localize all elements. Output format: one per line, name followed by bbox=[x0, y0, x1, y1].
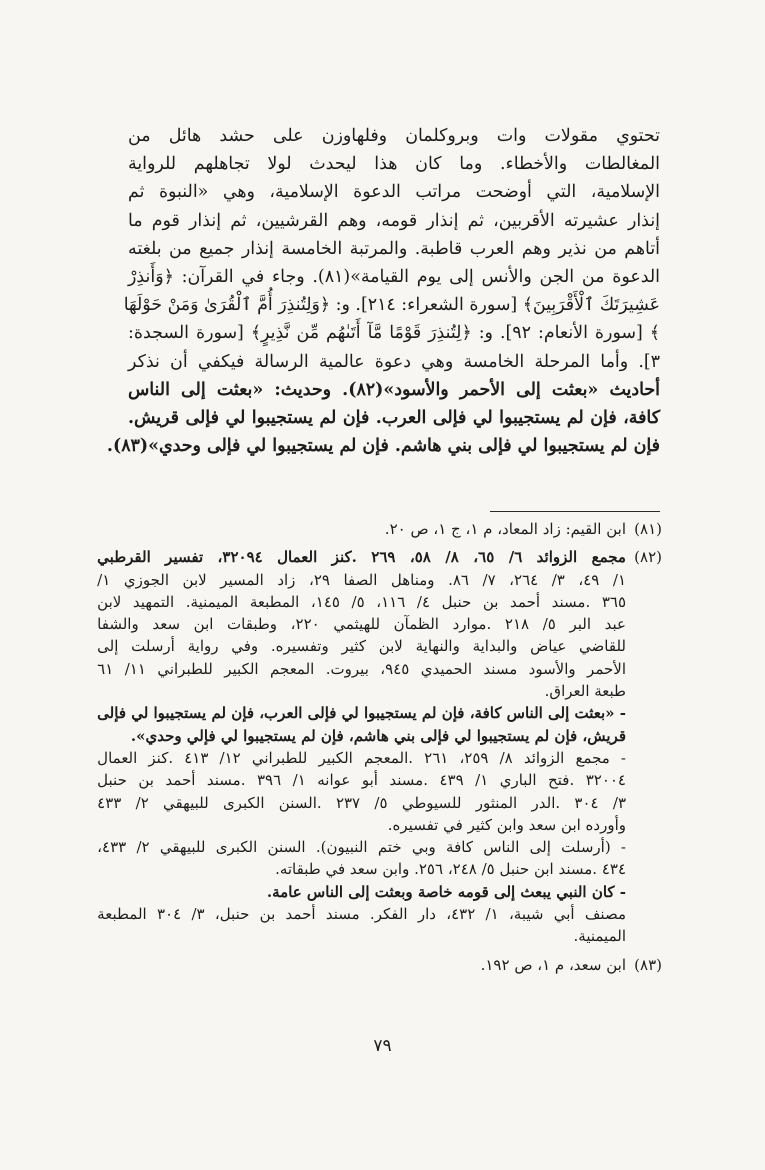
footnote-line: - مجمع الزوائد ٨/ ٢٥٩، ٢٦١ .المعجم الكبير للطبراني ١٢/ ٤١٣ .كنز العمال bbox=[97, 748, 627, 767]
body-line: أحاديث «بعثت إلى الأحمر والأسود»(٨٢). وحديث: «بعثت إلى الناس bbox=[128, 379, 660, 400]
body-line: أتاهم من نذير وهم العرب قاطبة. والمرتبة الخامسة إنذار جميع من بلغته bbox=[128, 238, 660, 259]
footnote-divider bbox=[490, 511, 660, 512]
body-line: تحتوي مقولات وات وبروكلمان وفلهاوزن على حشد هائل من bbox=[128, 126, 660, 146]
footnote-line: - (أرسلت إلى الناس كافة وبي ختم النبيون). السنن الكبرى للبيهقي ٢/ ٤٣٣، bbox=[97, 838, 626, 857]
body-line: فإن لم يستجيبوا لي فإلى بني هاشم. فإن لم يستجيبوا لي فإلى وحدي»(٨٣). bbox=[106, 436, 660, 457]
body-line: الدعوة من الجن والأنس إلى يوم القيامة»(٨١). وجاء في القرآن: ﴿وَأَنذِرْ bbox=[128, 267, 660, 288]
footnote-line: ٣٢٠٠٤ .فتح الباري ١/ ٤٣٩ .مسند أبو عوانه ١/ ٣٩٦ .مسند أحمد بن حنبل bbox=[97, 771, 626, 790]
footnote-line: مصنف أبي شيبة، ١/ ٤٣٢، دار الفكر. مسند أحمد بن حنبل، ٣/ ٣٠٤ المطبعة bbox=[97, 905, 626, 924]
body-line: ﴾ [سورة الأنعام: ٩٢]. و: ﴿لِتُنذِرَ قَوْمًا مَّآ أَتَىٰهُم مِّن نَّذِيرٍ﴾ [سورة السجدة: bbox=[128, 323, 660, 344]
footnote-83 bbox=[130, 954, 662, 976]
footnote-line: الأحمر والأسود مسند الحميدي ٩٤٥، بيروت. المعجم الكبير للطبراني ١١/ ٦١ bbox=[97, 659, 626, 678]
footnote-line: ٣٦٥ .مسند أحمد بن حنبل ٤/ ١١٦، ٥/ ١٤٥، المطبعة الميمنية. التمهيد لابن bbox=[97, 592, 626, 611]
footnote-81 bbox=[130, 518, 662, 540]
footnote-line: مجمع الزوائد ٦/ ٦٥، ٨/ ٥٨، ٢٦٩ .كنز العمال ٣٢٠٩٤، تفسير القرطبي bbox=[97, 548, 626, 567]
footnote-line: طبعة العراق. bbox=[544, 682, 626, 701]
footnote-line: - «بعثت إلى الناس كافة، فإن لم يستجيبوا لي فإلى العرب، فإن لم يستجيبوا لي فإلى bbox=[97, 704, 626, 723]
body-line: إنذار عشيرته الأقربين، ثم إنذار قومه، وهم القرشيين، ثم إنذار قوم ما bbox=[128, 210, 660, 231]
footnote-line: ٤٣٤ .مسند ابن حنبل ٥/ ٢٤٨، ٢٥٦. وابن سعد في طبقاته. bbox=[275, 860, 626, 879]
body-line: عَشِيرَتَكَ ٱلْأَقْرَبِينَ﴾ [سورة الشعراء: ٢١٤]. و: ﴿وَلِتُنذِرَ أُمَّ ٱلْقُرَىٰ وَمَنْ حَوْلَهَا bbox=[123, 295, 660, 316]
footnote-number: (٨١) bbox=[634, 520, 662, 538]
body-line: المغالطات والأخطاء. وما كان هذا ليحدث لولا تجاهلهم للرواية bbox=[128, 154, 660, 175]
footnote-82 bbox=[97, 546, 662, 947]
footnote-line: - كان النبي يبعث إلى قومه خاصة وبعثت إلى الناس عامة. bbox=[266, 882, 626, 901]
footnote-number: (٨٣) bbox=[634, 955, 662, 974]
footnote-number: (٨٢) bbox=[634, 548, 662, 567]
footnote-line: ابن سعد، م ١، ص ١٩٢. bbox=[480, 955, 626, 974]
body-line: الإسلامية، التي أوضحت مراتب الدعوة الإسلامية، وهي «النبوة ثم bbox=[128, 182, 660, 203]
body-line: ٣]. وأما المرحلة الخامسة وهي دعوة عالمية الرسالة فيكفي أن نذكر bbox=[128, 351, 660, 372]
page-number: ٧٩ bbox=[373, 1036, 392, 1056]
footnote-line: عبد البر ٥/ ٢١٨ .موارد الظمآن للهيثمي ٢٢٠، وطبقات ابن سعد والشفا bbox=[97, 615, 626, 634]
footnote-line: ابن القيم: زاد المعاد، م ١، ج ١، ص ٢٠. bbox=[384, 520, 626, 538]
footnote-line: قريش، فإن لم يستجيبوا لي فإلى بني هاشم، فإن لم يستجيبوا لي فإلي وحدي». bbox=[130, 726, 626, 745]
footnote-line: ٣/ ٣٠٤ .الدر المنثور للسيوطي ٥/ ٢٣٧ .السنن الكبرى للبيهقي ٢/ ٤٣٣ bbox=[97, 793, 627, 812]
body-text bbox=[106, 122, 660, 460]
footnote-line: وأورده ابن سعد وابن كثير في تفسيره. bbox=[387, 815, 626, 834]
footnote-line: للقاضي عياض والبداية والنهاية لابن كثير وتفسيره. وفي رواية أرسلت إلى bbox=[97, 637, 626, 656]
footnote-line: الميمنية. bbox=[573, 927, 626, 946]
footnote-line: ١/ ٤٩، ٣/ ٢٦٤، ٧/ ٨٦. ومناهل الصفا ٢٩، زاد المسير لابن الجوزي ١/ bbox=[97, 570, 627, 589]
body-line: كافة، فإن لم يستجيبوا لي فإلى العرب. فإن لم يستجيبوا لي فإلى قريش. bbox=[128, 408, 660, 429]
footnotes bbox=[97, 518, 662, 976]
